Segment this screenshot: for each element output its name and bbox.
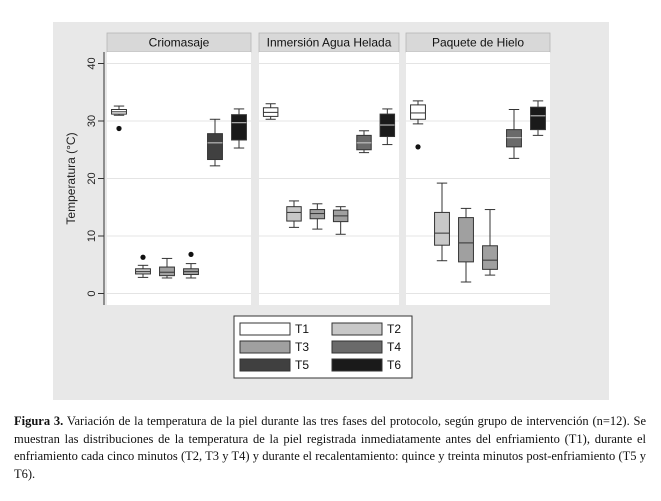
legend-key-t2 — [332, 323, 382, 335]
legend-key-t4 — [332, 341, 382, 353]
y-tick-label: 30 — [85, 114, 98, 128]
panel-title: Paquete de Hielo — [431, 35, 525, 50]
box-t3 — [310, 210, 324, 219]
caption-text: Variación de la temperatura de la piel durante las tres fases del protocolo, según grupo de intervención (n=12). Se muestran las distribuciones de la temperatura de la piel registrada inmediatamente antes del enfriamiento (T1), durante el enfriamiento cada cinco minutos (T2, T3 y T4) y durante el recalentamiento: quince y treinta minutos post-enfriamiento (T5 y T6). — [14, 414, 647, 481]
y-tick-label: 20 — [85, 172, 98, 185]
box-t3 — [483, 246, 498, 270]
box-t2 — [435, 212, 450, 245]
legend-label: T2 — [387, 322, 402, 337]
outlier-point — [415, 144, 420, 149]
legend-label: T1 — [295, 322, 310, 337]
y-axis-label: Temperatura (°C) — [64, 132, 79, 225]
box-t2 — [287, 207, 301, 221]
legend-key-t6 — [332, 359, 382, 371]
outlier-point — [188, 252, 193, 257]
box-t3 — [160, 267, 175, 276]
box-t3 — [459, 218, 474, 262]
legend-key-t1 — [240, 323, 290, 335]
panel-title: Inmersión Agua Helada — [266, 35, 392, 50]
outlier-point — [116, 126, 121, 131]
y-tick-label: 10 — [85, 229, 98, 243]
box-t4 — [507, 130, 522, 147]
box-t6 — [232, 115, 247, 140]
box-t1 — [411, 105, 426, 119]
figure-caption — [14, 413, 646, 483]
panel-title: Criomasaje — [148, 35, 210, 50]
box-t5 — [208, 134, 223, 160]
y-tick-label: 0 — [85, 290, 98, 297]
legend-label: T4 — [387, 340, 402, 355]
legend-key-t3 — [240, 341, 290, 353]
caption-label: Figura 3. — [14, 414, 64, 428]
legend-label: T3 — [295, 340, 310, 355]
legend-key-t5 — [240, 359, 290, 371]
legend-label: T5 — [295, 358, 310, 373]
legend-label: T6 — [387, 358, 402, 373]
y-tick-label: 40 — [85, 57, 98, 70]
box-t6 — [531, 107, 546, 129]
outlier-point — [140, 255, 145, 260]
